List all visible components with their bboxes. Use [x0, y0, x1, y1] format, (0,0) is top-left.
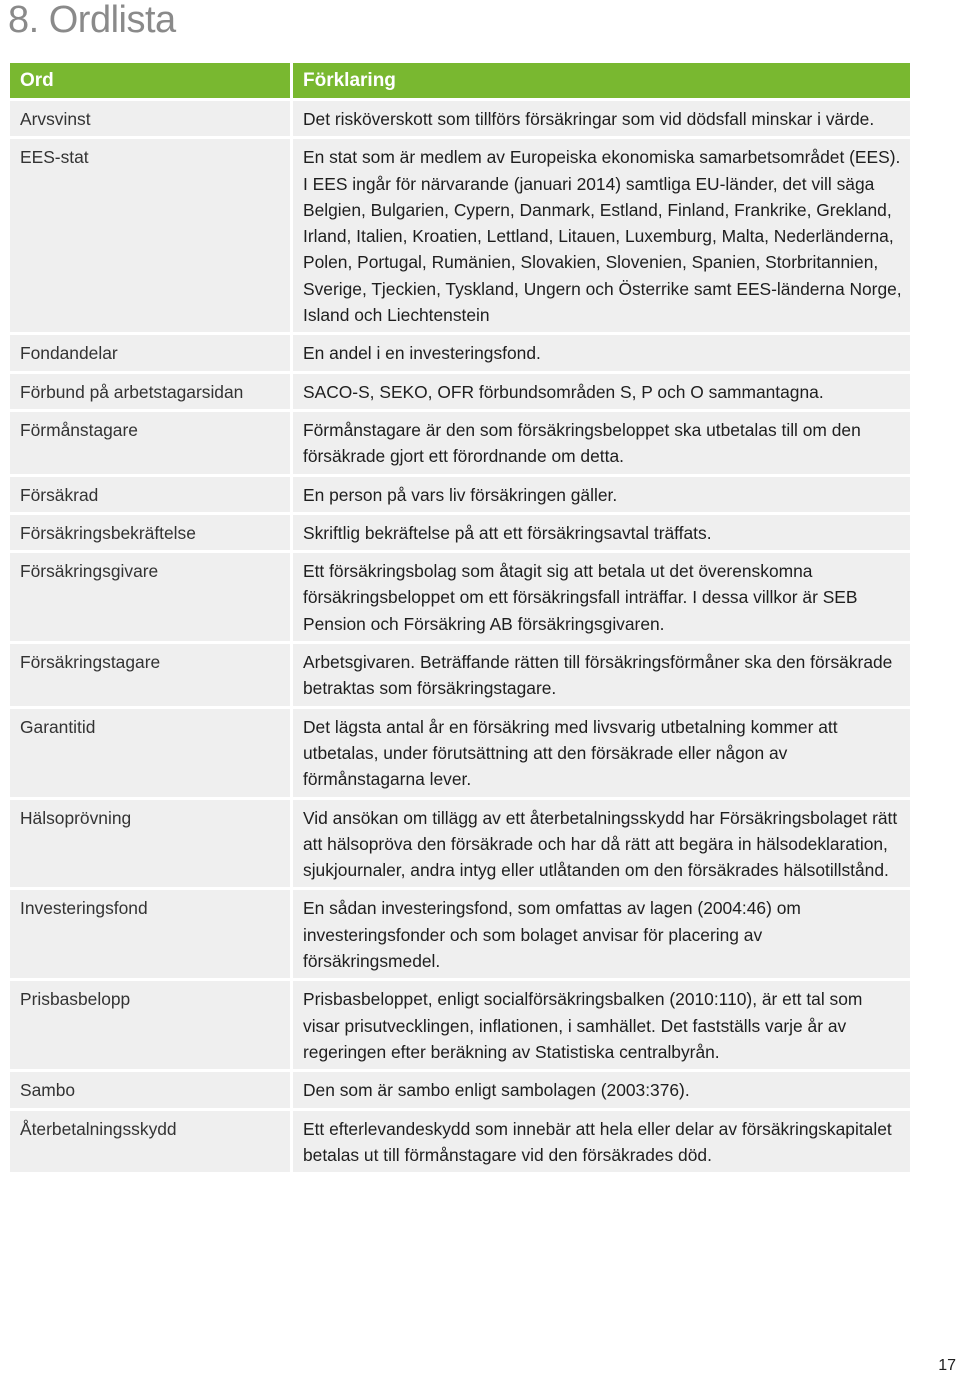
- term-cell: Fondandelar: [10, 332, 290, 370]
- table-row: [10, 1108, 910, 1173]
- table-row: [10, 136, 910, 332]
- definition-cell: Arbetsgivaren. Beträffande rätten till försäkringsförmåner ska den försäkrade betraktas som försäkringstagare.: [290, 641, 910, 706]
- table-row: [10, 641, 910, 706]
- table-row: [10, 512, 910, 550]
- definition-cell: Skriftlig bekräftelse på att ett försäkringsavtal träffats.: [290, 512, 910, 550]
- definition-cell: Ett efterlevandeskydd som innebär att hela eller delar av försäkringskapitalet betalas ut till förmånstagare vid den försäkrades död.: [290, 1108, 910, 1173]
- table-row: [10, 474, 910, 512]
- definition-cell: Förmånstagare är den som försäkringsbeloppet ska utbetalas till om den försäkrade gjort ett förordnande om detta.: [290, 409, 910, 474]
- term-cell: Prisbasbelopp: [10, 978, 290, 1069]
- table-row: [10, 887, 910, 978]
- term-cell: Försäkrad: [10, 474, 290, 512]
- table-row: [10, 409, 910, 474]
- table-row: [10, 98, 910, 136]
- term-cell: Hälsoprövning: [10, 797, 290, 888]
- term-cell: Sambo: [10, 1069, 290, 1107]
- term-cell: Återbetalningsskydd: [10, 1108, 290, 1173]
- page-number: 17: [938, 1357, 956, 1374]
- definition-cell: Det risköverskott som tillförs försäkringar som vid dödsfall minskar i värde.: [290, 98, 910, 136]
- glossary-table: [10, 63, 910, 1172]
- definition-cell: En stat som är medlem av Europeiska ekonomiska samarbetsområdet (EES). I EES ingår för närvarande (januari 2014) samtliga EU-länder, det vill säga Belgien, Bulgarien, Cypern, Danmark, Estland, Finland, Frankrike, Grekland, Irland, Italien, Kroatien, Lettland, Litauen, Luxemburg, Malta, Nederländerna, Polen, Portugal, Rumänien, Slovakien, Slovenien, Spanien, Storbritannien, Sverige, Tjeckien, Tyskland, Ungern och Österrike samt EES-länderna Norge, Island och Liechtenstein: [290, 136, 910, 332]
- term-cell: Förbund på arbetstagarsidan: [10, 371, 290, 409]
- term-cell: EES-stat: [10, 136, 290, 332]
- term-cell: Försäkringsbekräftelse: [10, 512, 290, 550]
- table-row: [10, 1069, 910, 1107]
- term-cell: Försäkringsgivare: [10, 550, 290, 641]
- definition-cell: En sådan investeringsfond, som omfattas av lagen (2004:46) om investeringsfonder och som bolaget anvisar för placering av försäkringsmedel.: [290, 887, 910, 978]
- definition-cell: Vid ansökan om tillägg av ett återbetalningsskydd har Försäkringsbolaget rätt att hälsopröva den försäkrade och har då rätt att begära in hälsodeklaration, sjukjournaler, andra intyg eller utlåtanden om den försäkrades hälsotillstånd.: [290, 797, 910, 888]
- definition-cell: SACO-S, SEKO, OFR förbundsområden S, P och O sammantagna.: [290, 371, 910, 409]
- column-header-term: Ord: [10, 63, 290, 98]
- definition-cell: En person på vars liv försäkringen gäller.: [290, 474, 910, 512]
- term-cell: Arvsvinst: [10, 98, 290, 136]
- term-cell: Garantitid: [10, 706, 290, 797]
- table-row: [10, 797, 910, 888]
- table-row: [10, 706, 910, 797]
- table-row: [10, 371, 910, 409]
- table-row: [10, 332, 910, 370]
- definition-cell: Ett försäkringsbolag som åtagit sig att betala ut det överenskomna försäkringsbeloppet om ett försäkringsfall inträffar. I dessa villkor är SEB Pension och Försäkring AB försäkringsgivaren.: [290, 550, 910, 641]
- term-cell: Försäkringstagare: [10, 641, 290, 706]
- term-cell: Investeringsfond: [10, 887, 290, 978]
- column-header-definition: Förklaring: [290, 63, 910, 98]
- header-row: [10, 63, 910, 98]
- definition-cell: Prisbasbeloppet, enligt socialförsäkringsbalken (2010:110), är ett tal som visar prisutvecklingen, inflationen, i samhället. Det fastställs varje år av regeringen efter beräkning av Statistiska centralbyrån.: [290, 978, 910, 1069]
- definition-cell: Det lägsta antal år en försäkring med livsvarig utbetalning kommer att utbetalas, under förutsättning att den försäkrade eller någon av förmånstagarna lever.: [290, 706, 910, 797]
- definition-cell: Den som är sambo enligt sambolagen (2003:376).: [290, 1069, 910, 1107]
- table-row: [10, 550, 910, 641]
- table-row: [10, 978, 910, 1069]
- page-title: 8. Ordlista: [8, 0, 176, 41]
- definition-cell: En andel i en investeringsfond.: [290, 332, 910, 370]
- term-cell: Förmånstagare: [10, 409, 290, 474]
